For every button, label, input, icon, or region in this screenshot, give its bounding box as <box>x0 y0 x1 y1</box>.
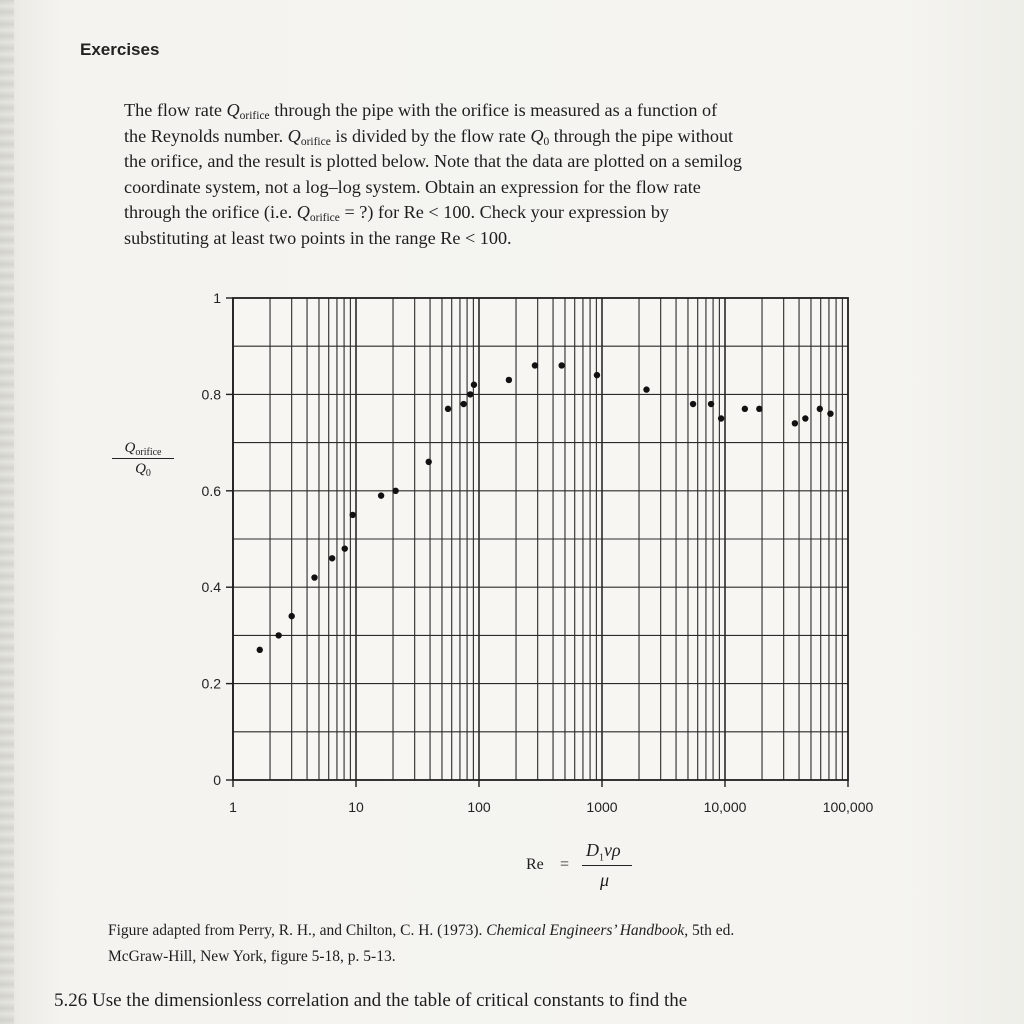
data-point <box>471 382 477 388</box>
data-point <box>558 362 564 368</box>
problem-line-3: the orifice, and the result is plotted below. Note that the data are plotted on a semilog <box>124 151 743 171</box>
data-point <box>802 415 808 421</box>
data-point <box>288 613 294 619</box>
data-point <box>594 372 600 378</box>
figure-caption: Figure adapted from Perry, R. H., and Chilton, C. H. (1973). Chemical Engineers’ Handbook, 5th ed. McGraw-Hill, New York, figure 5-18, p. 5-13. <box>108 922 735 965</box>
x-tick-label: 100 <box>467 799 491 815</box>
data-point <box>426 459 432 465</box>
problem-line-2: the Reynolds number. $Q_{orifice}$ is divided by the flow rate $Q_0$ through the pipe without <box>124 125 734 148</box>
x-tick-label: 10 <box>348 799 364 815</box>
data-point <box>756 406 762 412</box>
data-point <box>690 401 696 407</box>
data-point <box>643 386 649 392</box>
y-tick-label: 0.8 <box>201 386 221 403</box>
y-tick-label: 0.4 <box>201 579 221 596</box>
problem-line-1: The flow rate $Q_{orifice}$ through the pipe with the orifice is measured as a function of <box>124 100 718 122</box>
data-point <box>718 415 724 421</box>
data-point <box>742 406 748 412</box>
data-point <box>329 555 335 561</box>
data-point <box>827 410 833 416</box>
data-point <box>257 647 263 653</box>
problem-line-4: coordinate system, not a log–log system. Obtain an expression for the flow rate <box>124 176 701 197</box>
y-axis-label: $Q_{orifice}$ $Q_0$ <box>112 440 174 478</box>
section-header: Exercises <box>80 40 160 59</box>
y-tick-label: 0.6 <box>201 482 221 499</box>
data-point <box>342 545 348 551</box>
data-point <box>460 401 466 407</box>
problem-line-6: substituting at least two points in the range Re < 100. <box>124 227 512 248</box>
data-point <box>392 488 398 494</box>
data-point <box>275 632 281 638</box>
x-tick-label: 10,000 <box>703 799 747 815</box>
x-tick-label: 1000 <box>586 799 618 815</box>
data-point <box>445 406 451 412</box>
x-tick-label: 1 <box>229 799 237 815</box>
data-point <box>467 391 473 397</box>
data-point <box>349 512 355 518</box>
data-point <box>506 377 512 383</box>
data-point <box>817 406 823 412</box>
data-point <box>532 362 538 368</box>
x-tick-label: 100,000 <box>822 799 874 815</box>
y-tick-label: 0 <box>213 772 221 788</box>
data-point <box>378 492 384 498</box>
data-point <box>311 574 317 580</box>
y-tick-label: 0.2 <box>201 675 221 692</box>
data-point <box>708 401 714 407</box>
y-tick-label: 1 <box>213 290 221 306</box>
data-point <box>792 420 798 426</box>
x-axis-label: Re = $D_1v\rho$ μ <box>520 838 660 898</box>
problem-line-5: through the orifice (i.e. $Q_{orifice}$ = ?) for Re < 100. Check your expression by <box>124 202 670 224</box>
next-problem: 5.26 Use the dimensionless correlation and the table of critical constants to find the <box>54 990 688 1011</box>
